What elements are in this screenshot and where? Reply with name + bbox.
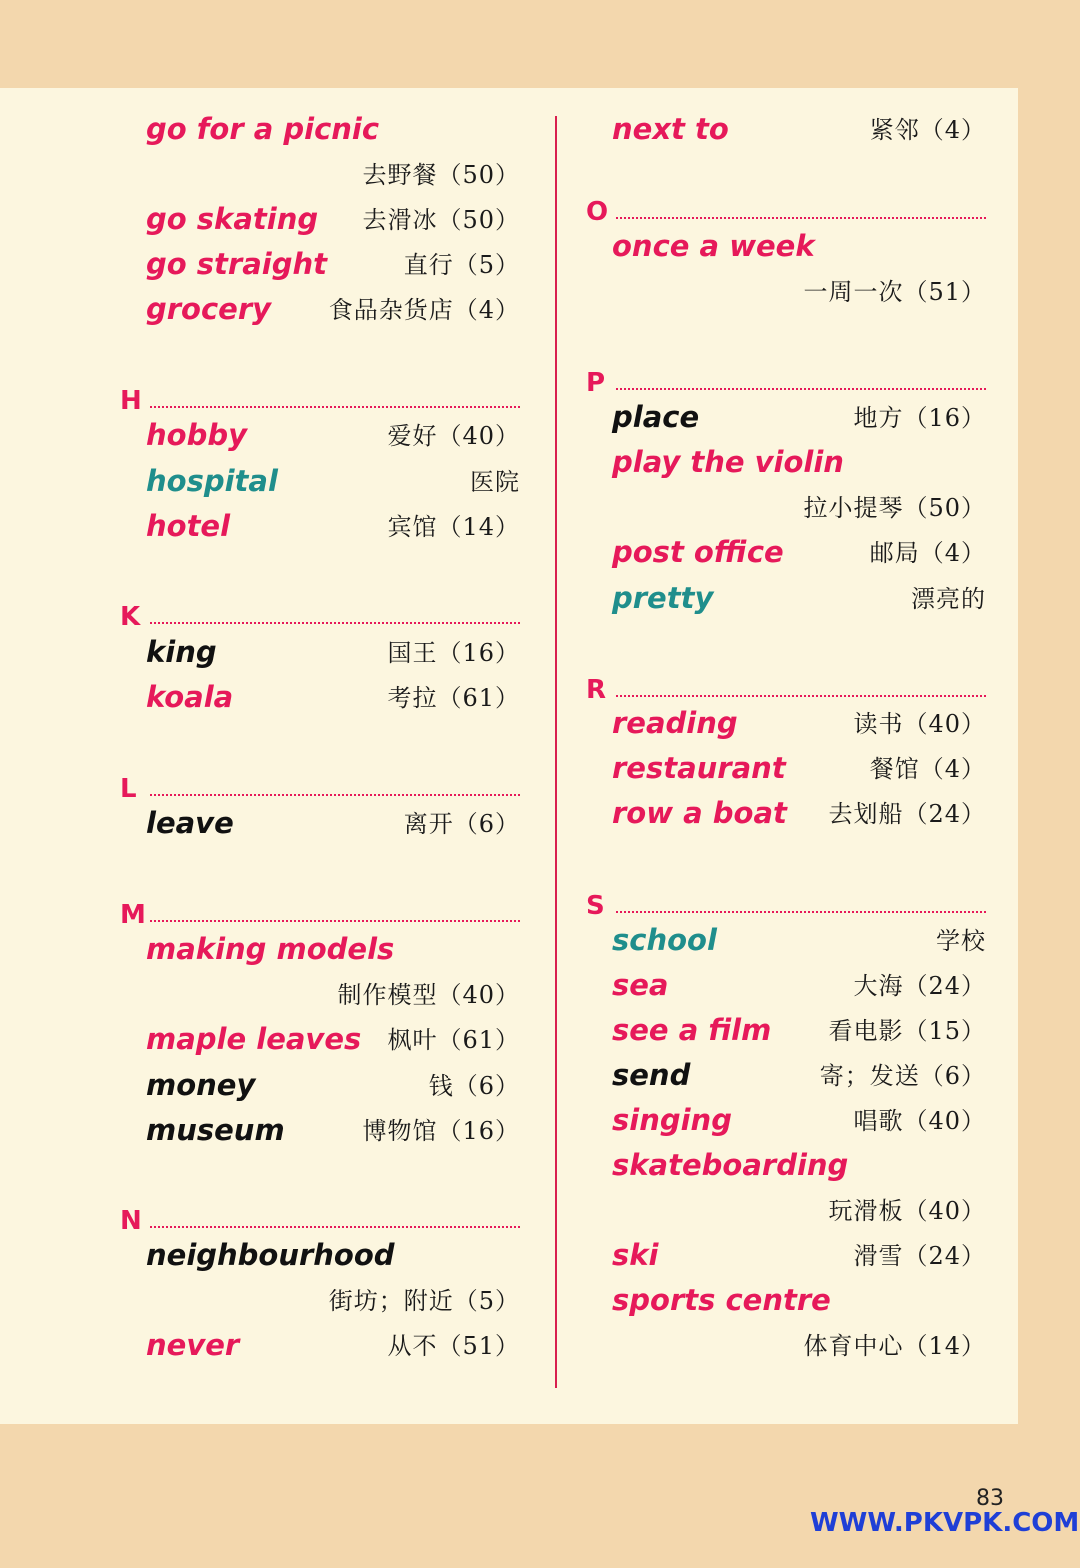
dotted-rule (616, 911, 986, 913)
dotted-rule (150, 794, 520, 796)
section-letter: R (586, 675, 607, 705)
entry-word: see a film (612, 1013, 772, 1047)
section-letter: P (586, 368, 606, 398)
entry-meaning: 邮局（4） (869, 539, 986, 567)
entry-word: never (146, 1328, 240, 1362)
entry-meaning: 去滑冰（50） (362, 206, 520, 234)
entry-meaning: 考拉（61） (387, 684, 520, 712)
page-number: 83 (976, 1486, 1004, 1511)
section-letter: K (120, 602, 141, 632)
entry-word: koala (146, 680, 234, 714)
entry-word: send (612, 1058, 691, 1092)
entry-word: sports centre (612, 1283, 831, 1317)
dotted-rule (150, 1226, 520, 1228)
entry-word: pretty (612, 581, 714, 615)
entry-meaning: 博物馆（16） (362, 1117, 520, 1145)
entry-word: once a week (612, 229, 815, 263)
entry-word: leave (146, 806, 234, 840)
section-letter: S (586, 891, 605, 921)
section-letter: O (586, 197, 609, 227)
entry-meaning: 唱歌（40） (853, 1107, 986, 1135)
entry-meaning: 爱好（40） (387, 422, 520, 450)
section-letter: N (120, 1206, 142, 1236)
entry-meaning: 看电影（15） (828, 1017, 986, 1045)
section-letter: H (120, 386, 142, 416)
entry-meaning: 枫叶（61） (387, 1026, 520, 1054)
entry-word: ski (612, 1238, 659, 1272)
section-letter: L (120, 774, 137, 804)
entry-word: play the violin (612, 445, 844, 479)
entry-meaning: 医院 (470, 468, 520, 496)
entry-word: post office (612, 535, 784, 569)
entry-meaning: 读书（40） (853, 710, 986, 738)
entry-word: maple leaves (146, 1022, 362, 1056)
entry-word: singing (612, 1103, 732, 1137)
entry-word: next to (612, 112, 729, 146)
entry-meaning: 餐馆（4） (869, 755, 986, 783)
entry-word: king (146, 635, 217, 669)
entry-word: row a boat (612, 796, 787, 830)
entry-word: sea (612, 968, 669, 1002)
entry-meaning: 离开（6） (403, 810, 520, 838)
entry-meaning: 从不（51） (387, 1332, 520, 1360)
entry-word: hospital (146, 464, 278, 498)
entry-meaning: 地方（16） (853, 404, 986, 432)
entry-word: go for a picnic (146, 112, 380, 146)
entry-meaning: 滑雪（24） (853, 1242, 986, 1270)
entry-word: restaurant (612, 751, 786, 785)
entry-word: money (146, 1068, 256, 1102)
entry-meaning: 玩滑板（40） (828, 1197, 986, 1225)
entry-meaning: 食品杂货店（4） (328, 296, 520, 324)
watermark-link[interactable]: WWW.PKVPK.COM (810, 1508, 1080, 1538)
dotted-rule (150, 622, 520, 624)
entry-meaning: 去划船（24） (828, 800, 986, 828)
column-divider (555, 116, 557, 1388)
dotted-rule (616, 217, 986, 219)
entry-word: museum (146, 1113, 285, 1147)
entry-word: hobby (146, 418, 247, 452)
entry-meaning: 漂亮的 (911, 585, 986, 613)
dotted-rule (616, 388, 986, 390)
entry-meaning: 一周一次（51） (803, 278, 986, 306)
entry-word: place (612, 400, 700, 434)
dotted-rule (616, 695, 986, 697)
entry-word: grocery (146, 292, 272, 326)
entry-word: go straight (146, 247, 327, 281)
entry-meaning: 拉小提琴（50） (803, 494, 986, 522)
entry-meaning: 街坊；附近（5） (328, 1287, 520, 1315)
entry-meaning: 宾馆（14） (387, 513, 520, 541)
entry-meaning: 大海（24） (853, 972, 986, 1000)
dotted-rule (150, 406, 520, 408)
entry-word: hotel (146, 509, 231, 543)
entry-meaning: 寄；发送（6） (819, 1062, 986, 1090)
section-letter: M (120, 900, 146, 930)
entry-word: neighbourhood (146, 1238, 395, 1272)
entry-meaning: 体育中心（14） (803, 1332, 986, 1360)
entry-word: reading (612, 706, 738, 740)
entry-meaning: 直行（5） (403, 251, 520, 279)
entry-meaning: 制作模型（40） (337, 981, 520, 1009)
entry-word: making models (146, 932, 395, 966)
entry-word: skateboarding (612, 1148, 849, 1182)
entry-meaning: 国王（16） (387, 639, 520, 667)
entry-word: go skating (146, 202, 319, 236)
entry-word: school (612, 923, 717, 957)
entry-meaning: 紧邻（4） (869, 116, 986, 144)
dotted-rule (150, 920, 520, 922)
entry-meaning: 去野餐（50） (362, 161, 520, 189)
entry-meaning: 钱（6） (428, 1072, 520, 1100)
entry-meaning: 学校 (936, 927, 986, 955)
